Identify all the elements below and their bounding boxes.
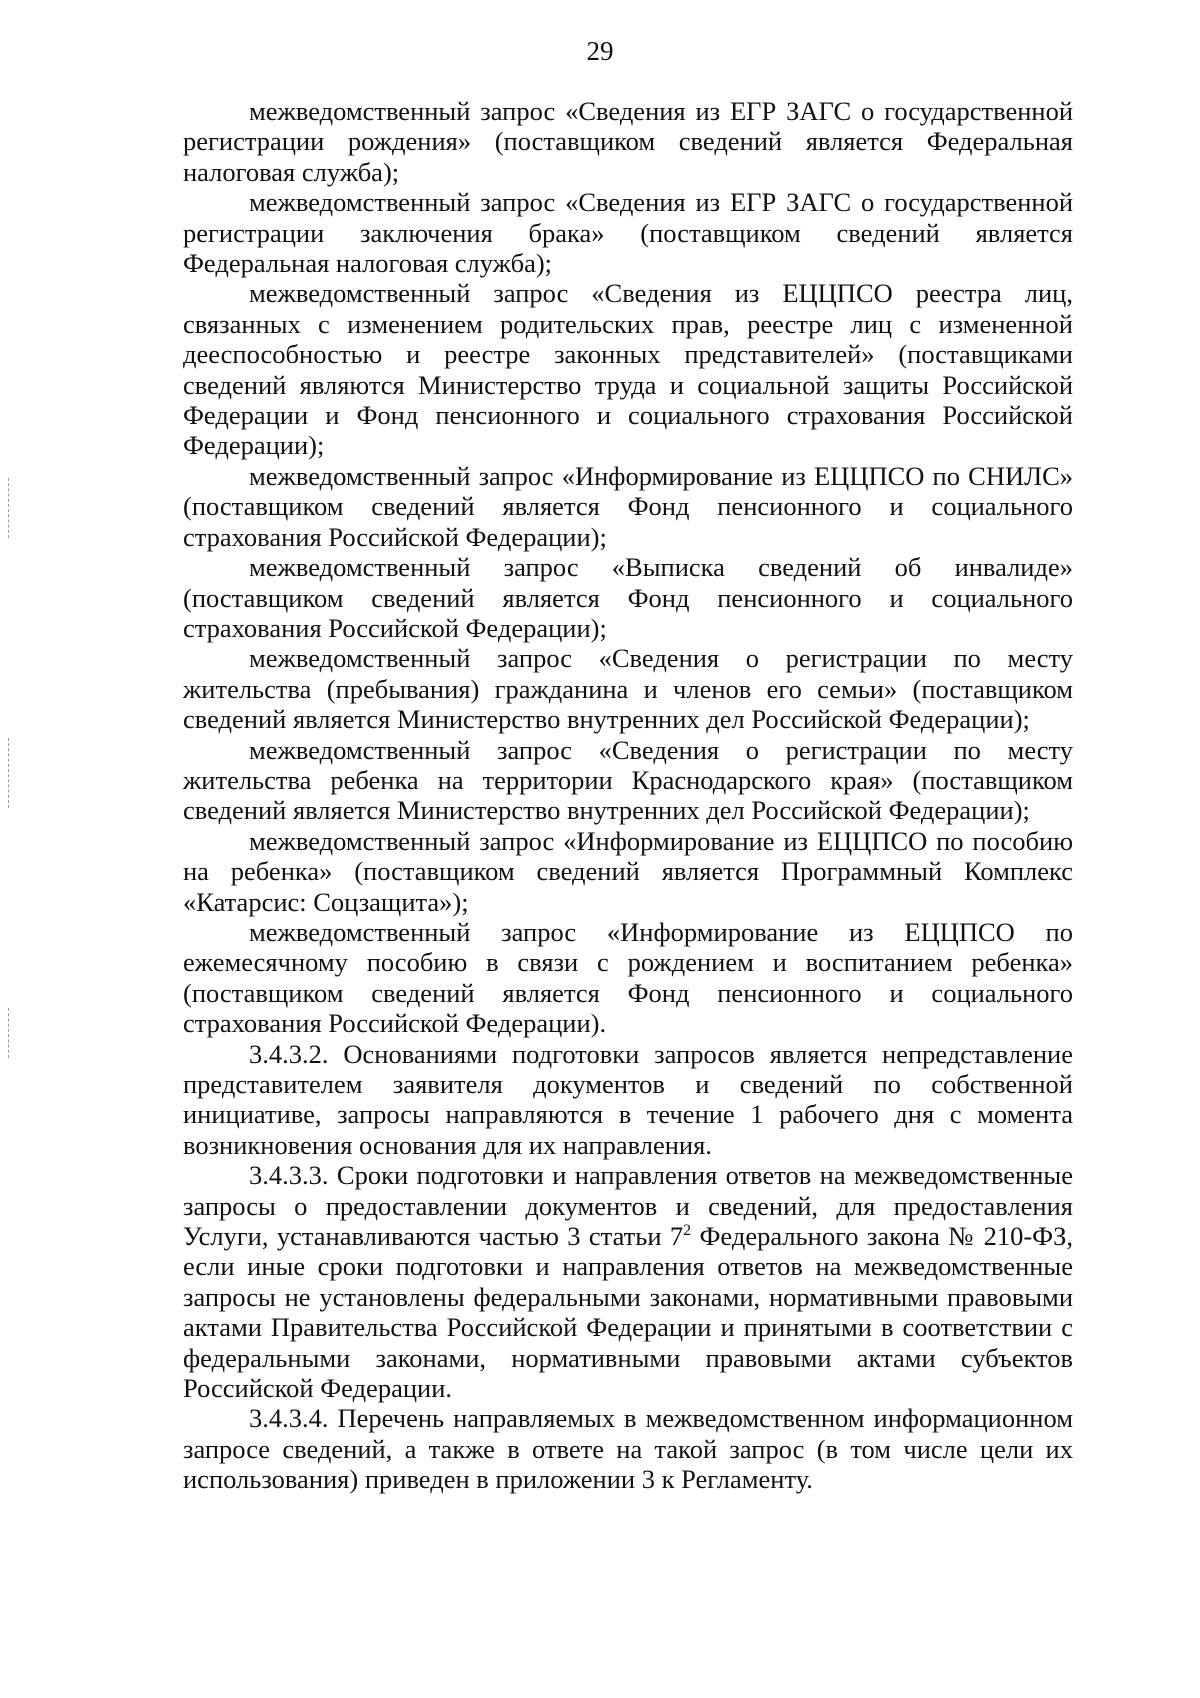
paragraph: межведомственный запрос «Информирование из ЕЦЦПСО по пособию на ребенка» (поставщиком сведений является Программный Комплекс «Катарсис: Соцзащита»);: [183, 825, 1073, 917]
paragraph: 3.4.3.2. Основаниями подготовки запросов является непредставление представителем заявителя документов и сведений по собственной инициативе, запросы направляются в течение 1 рабочего дня с момента возникновения основания для их направления.: [183, 1038, 1073, 1160]
scan-margin-mark: [8, 478, 10, 538]
paragraph-3-4-3-3: [183, 1160, 1073, 1403]
paragraph: межведомственный запрос «Сведения о регистрации по месту жительства ребенка на территории Краснодарского края» (поставщиком сведений является Министерство внутренних дел Российской Федерации);: [183, 734, 1073, 826]
superscript: 2: [683, 1222, 692, 1240]
paragraph-3-4-3-4: 3.4.3.4. Перечень направляемых в межведомственном информационном запросе сведений, а также в ответе на такой запрос (в том числе цели их использования) приведен в приложении 3 к Регламенту.: [183, 1403, 1073, 1495]
paragraph: межведомственный запрос «Сведения из ЕГР ЗАГС о государственной регистрации заключения брака» (поставщиком сведений является Федеральная налоговая служба);: [183, 187, 1073, 279]
paragraph-text: Федерального закона № 210-ФЗ, если иные сроки подготовки и направления ответов на межведомственные запросы не установлены федеральными законами, нормативными правовыми актами Правительства Российской Федерации и принятыми в соответствии с федеральными законами, нормативными правовыми актами субъектов Российской Федерации.: [183, 1221, 1073, 1404]
scan-margin-mark: [8, 738, 10, 808]
paragraph: межведомственный запрос «Информирование из ЕЦЦПСО по СНИЛС» (поставщиком сведений является Фонд пенсионного и социального страхования Российской Федерации);: [183, 460, 1073, 552]
paragraph: межведомственный запрос «Сведения из ЕГР ЗАГС о государственной регистрации рождения» (поставщиком сведений является Федеральная налоговая служба);: [183, 96, 1073, 187]
paragraph: межведомственный запрос «Выписка сведений об инвалиде» (поставщиком сведений является Фонд пенсионного и социального страхования Российской Федерации);: [183, 552, 1073, 643]
paragraph-text: 3.4.3.3. Сроки подготовки и направления ответов на межведомственные запросы о предоставлении документов и сведений, для предоставления Услуги, устанавливаются частью 3 статьи 7: [183, 1160, 1073, 1252]
page-number: 29: [586, 36, 614, 66]
document-body: [183, 96, 1073, 1495]
paragraph: межведомственный запрос «Информирование из ЕЦЦПСО по ежемесячному пособию в связи с рождением и воспитанием ребенка» (поставщиком сведений является Фонд пенсионного и социального страхования Российской Федерации).: [183, 916, 1073, 1039]
scan-margin-mark: [8, 1008, 10, 1058]
paragraph: межведомственный запрос «Сведения из ЕЦЦПСО реестра лиц, связанных с изменением родительских прав, реестре лиц с измененной дееспособностью и реестре законных представителей» (поставщиками сведений являются Министерство труда и социальной защиты Российской Федерации и Фонд пенсионного и социального страхования Российской Федерации);: [183, 278, 1073, 461]
paragraph: межведомственный запрос «Сведения о регистрации по месту жительства (пребывания) гражданина и членов его семьи» (поставщиком сведений является Министерство внутренних дел Российской Федерации);: [183, 643, 1073, 735]
